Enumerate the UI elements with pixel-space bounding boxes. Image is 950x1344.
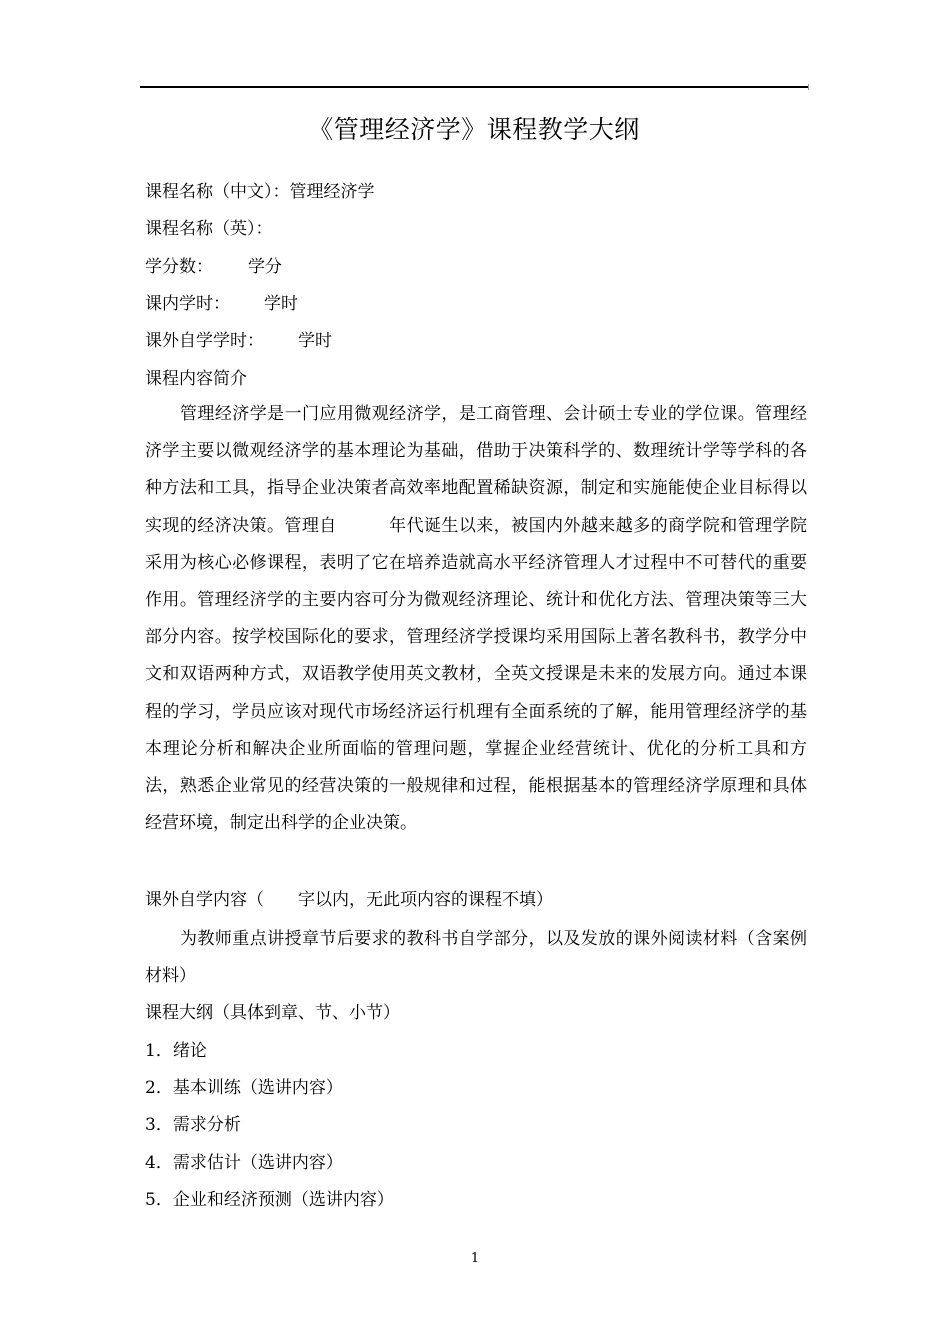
- page-number: 1: [470, 1251, 480, 1266]
- outline-item: 2．基本训练（选讲内容）: [145, 1078, 343, 1098]
- outline-item: 1．绪论: [145, 1041, 207, 1061]
- field-course-name-cn: [145, 180, 375, 204]
- field-label: 学分数：: [145, 257, 213, 277]
- header-rule: [140, 86, 808, 88]
- intro-text-part-1: 管理经济学是一门应用微观经济学，是工商管理、会计硕士专业的学位课。管理经济学主要以微观经济学的基本理论为基础，借助于决策科学的、数理统计学等学科的各种方法和工具，指导企业决策者高效率地配置稀缺资源，制定和实施能使企业目标得以实现的经济决策。管理自: [145, 404, 807, 536]
- intro-paragraph: [145, 396, 807, 842]
- field-label: 课程名称（英）：: [145, 219, 273, 239]
- field-self-study-hours: [145, 329, 332, 353]
- field-unit: 学分: [248, 257, 282, 277]
- document-title: 《管理经济学》课程教学大纲: [308, 115, 640, 144]
- intro-heading: 课程内容简介: [145, 369, 247, 389]
- self-study-paragraph: 为教师重点讲授章节后要求的教科书自学部分，以及发放的课外阅读材料（含案例材料）: [145, 929, 807, 987]
- field-value: 管理经济学: [289, 182, 375, 202]
- header-corner-mark: [808, 84, 809, 90]
- self-study-heading-part-1: 课外自学内容（: [145, 890, 264, 910]
- field-unit: 学时: [298, 331, 332, 351]
- field-class-hours: [145, 292, 298, 316]
- field-label: 课程名称（中文）：: [145, 182, 290, 202]
- outline-item: 5．企业和经济预测（选讲内容）: [145, 1190, 394, 1210]
- field-course-name-en: [145, 217, 273, 241]
- self-study-heading-part-2: 字以内，无此项内容的课程不填）: [298, 890, 553, 910]
- field-label: 课内学时：: [145, 294, 230, 314]
- outline-item: 4．需求估计（选讲内容）: [145, 1153, 343, 1173]
- field-credits: [145, 255, 282, 279]
- outline-heading: 课程大纲（具体到章、节、小节）: [145, 1003, 400, 1023]
- intro-text-part-2: 年代诞生以来，被国内外越来越多的商学院和管理学院采用为核心必修课程，表明了它在培养造就高水平经济管理人才过程中不可替代的重要作用。管理经济学的主要内容可分为微观经济理论、统计和优化方法、管理决策等三大部分内容。按学校国际化的要求，管理经济学授课均采用国际上著名教科书，教学分中文和双语两种方式，双语教学使用英文教材，全英文授课是未来的发展方向。通过本课程的学习，学员应该对现代市场经济运行机理有全面系统的了解，能用管理经济学的基本理论分析和解决企业所面临的管理问题，掌握企业经营统计、优化的分析工具和方法，熟悉企业常见的经营决策的一般规律和过程，能根据基本的管理经济学原理和具体经营环境，制定出科学的企业决策。: [145, 515, 808, 834]
- field-unit: 学时: [264, 294, 298, 314]
- field-label: 课外自学学时：: [145, 331, 264, 351]
- outline-item: 3．需求分析: [145, 1115, 241, 1135]
- self-study-heading: [145, 888, 553, 912]
